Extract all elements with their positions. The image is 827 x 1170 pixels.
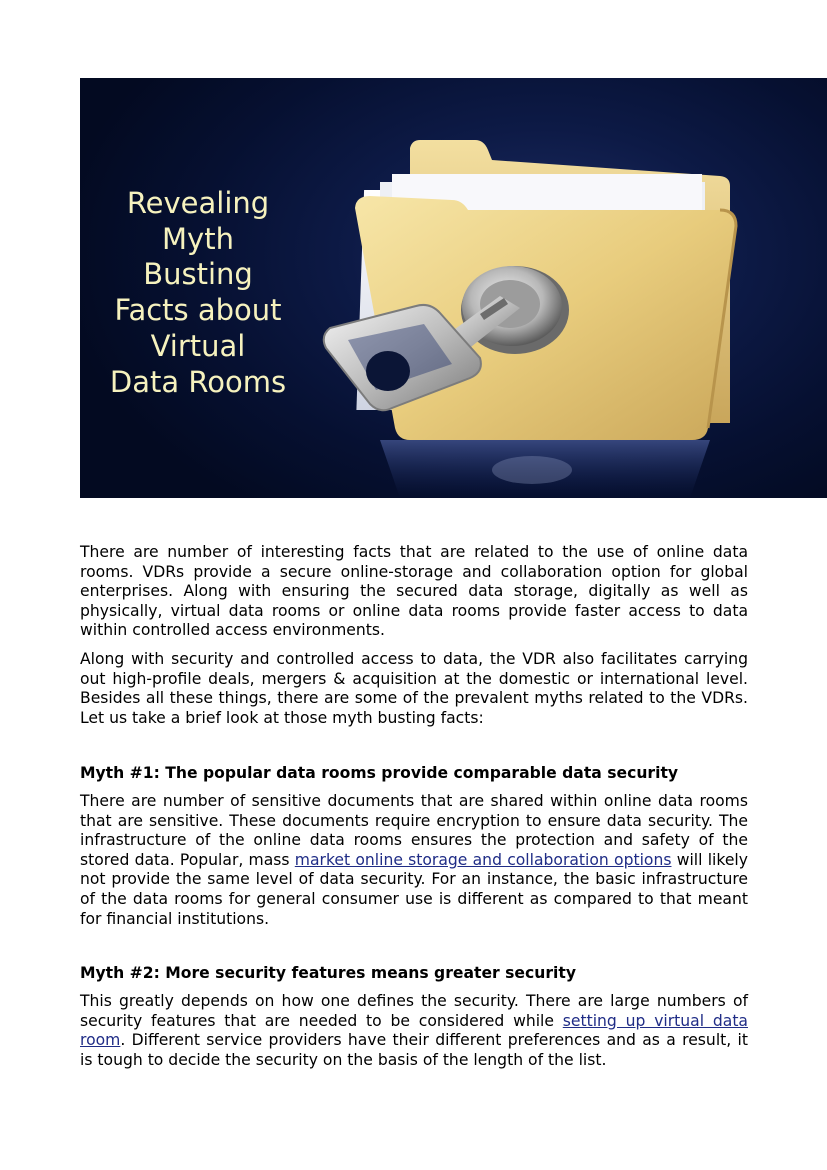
hero-title-line: Facts about [114,293,282,328]
hero-title-line: Virtual [150,328,246,363]
hero-title-line: Myth [162,221,234,256]
hero-title-line: Busting [143,257,253,292]
myth-1-paragraph [80,792,748,929]
market-storage-link[interactable]: market online storage and collaboration options [294,850,672,869]
myth-1-heading: Myth #1: The popular data rooms provide comparable data security [80,764,679,782]
myth-2-text-after: . Different service providers have their different preferences and as a result, it is tough to decide the security on the basis of the length of the list. [80,1031,748,1069]
hero-title [100,186,296,400]
hero-banner [80,78,827,498]
myth-1-text-before: There are number of sensitive documents that are shared within online data rooms that are sensitive. These documents require encryption to ensure data security. The infrastructure of the online data rooms ensures the protection and safety of the stored data. Popular, mass [80,792,748,869]
myth-1-text-after: will likely not provide the same level of data security. For an instance, the basic infrastructure of the data rooms for general consumer use is different as compared to that meant for financial institutions. [80,850,748,928]
myth-2-heading: Myth #2: More security features means greater security [80,964,576,982]
virtual-data-room-link[interactable]: setting up virtual data room [80,1011,748,1050]
myth-2-text-before: This greatly depends on how one defines the security. There are large numbers of security features that are needed to be considered while [80,992,748,1030]
intro-paragraph-2: Along with security and controlled access to data, the VDR also facilitates carrying out high-profile deals, mergers & acquisition at the domestic or international level. Besides all these things, there are some of the prevalent myths related to the VDRs. Let us take a brief look at those myth busting facts: [80,650,748,727]
myth-2-paragraph [80,992,748,1070]
intro-paragraph-1: There are number of interesting facts that are related to the use of online data rooms. VDRs provide a secure online-storage and collaboration option for global enterprises. Along with ensuring the secured data storage, digitally as well as physically, virtual data rooms or online data rooms provide faster access to data within controlled access environments. [80,543,748,640]
hero-title-line: Data Rooms [109,364,287,399]
hero-title-line: Revealing [126,186,270,220]
